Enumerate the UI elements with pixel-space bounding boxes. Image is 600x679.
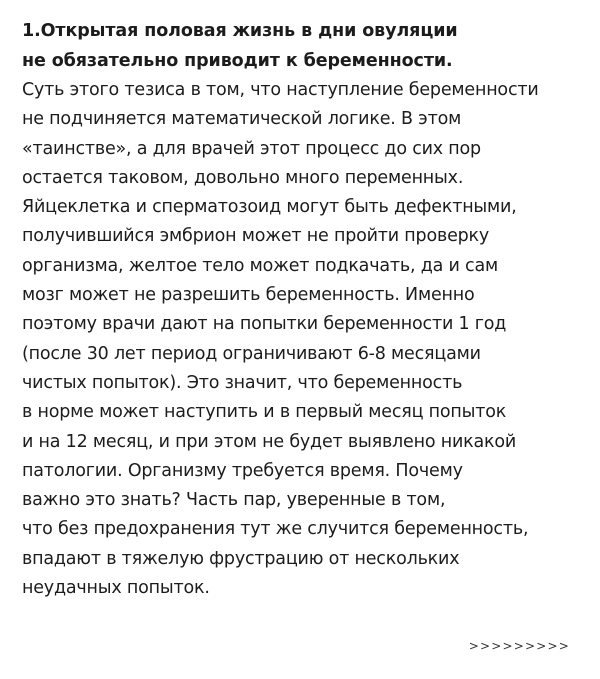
body-line: патологии. Организму требуется время. Почему — [22, 460, 463, 481]
body-line: в норме может наступить и в первый месяц попыток — [22, 402, 507, 423]
continue-marker: >>>>>>>>> — [468, 639, 570, 653]
body-line: остается таковом, довольно много переменных. — [22, 167, 464, 188]
body-line: и на 12 месяц, и при этом не будет выявлено никакой — [22, 431, 517, 452]
body-line: мозг может не разрешить беременность. Именно — [22, 285, 475, 306]
body-line: впадают в тяжелую фрустрацию от нескольких — [22, 548, 460, 569]
body-line: что без предохранения тут же случится беременность, — [22, 519, 529, 540]
body-line: получившийся эмбрион может не пройти проверку — [22, 226, 490, 247]
heading-line-2: не обязательно приводит к беременности. — [22, 50, 453, 71]
body-line: неудачных попыток. — [22, 578, 210, 599]
article — [22, 17, 582, 603]
body-line: Суть этого тезиса в том, что наступление беременности — [22, 80, 539, 100]
body-line: не подчиняется математической логике. В этом — [22, 109, 462, 130]
heading-line-1: 1.Открытая половая жизнь в дни овуляции — [22, 21, 458, 41]
body-line: чистых попыток). Это значит, что беременность — [22, 372, 463, 393]
body-line: (после 30 лет период ограничивают 6-8 месяцами — [22, 343, 481, 364]
body-line: поэтому врачи дают на попытки беременности 1 год — [22, 314, 507, 335]
body-line: «таинстве», а для врачей этот процесс до сих пор — [22, 138, 481, 159]
body-line: организма, желтое тело может подкачать, да и сам — [22, 255, 498, 276]
body-line: важно это знать? Часть пар, уверенные в том, — [22, 490, 446, 511]
body-line: Яйцеклетка и сперматозоид могут быть дефектными, — [22, 197, 517, 218]
